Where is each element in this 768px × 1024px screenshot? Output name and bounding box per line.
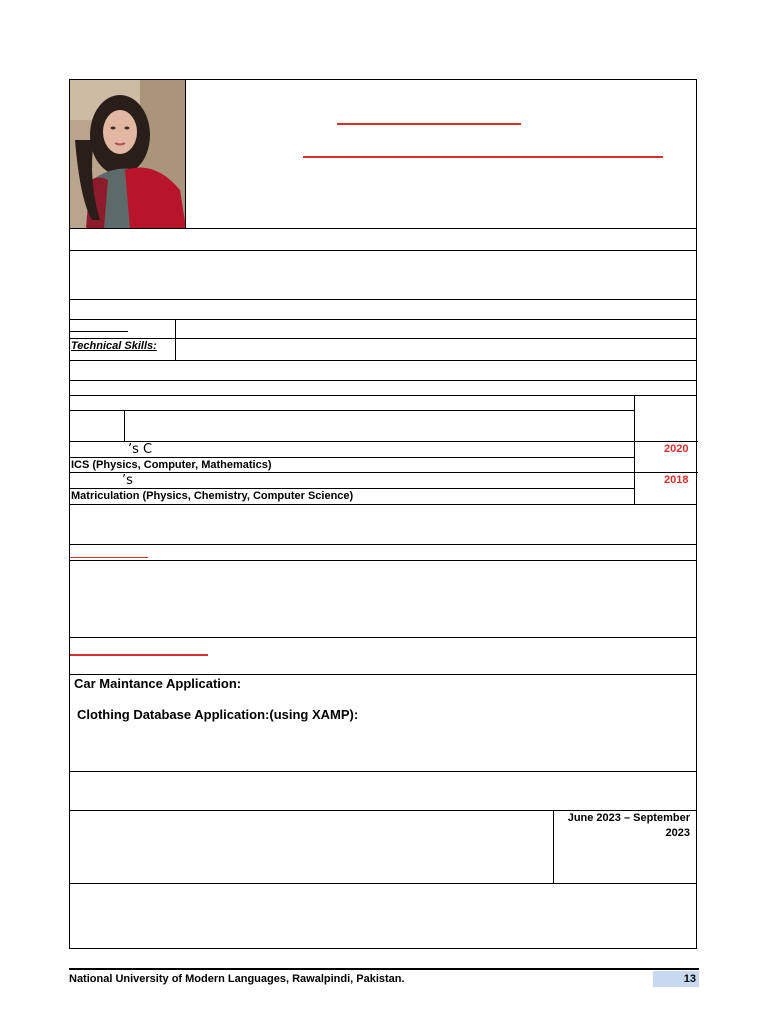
section-heading-underline [70,557,148,558]
education-row-line [70,441,698,442]
experience-date-column [553,810,554,883]
education-degree-1: ICS (Physics, Computer, Mathematics) [71,459,272,471]
education-institution-1: ’s C [128,442,153,457]
education-inner-column [124,410,125,441]
education-year-2: 2018 [664,474,689,486]
education-year-1: 2020 [664,443,689,455]
row-divider [70,674,696,675]
row-divider [70,395,696,396]
row-divider [70,338,696,339]
project-item-1: Car Maintance Application: [74,676,242,691]
profile-photo [70,80,186,228]
row-divider [70,810,696,811]
education-row-line [70,488,634,489]
education-row-line [70,472,698,473]
experience-date-line-1: June 2023 – September [567,812,690,824]
row-divider [70,560,696,561]
row-divider [70,380,696,381]
project-item-2: Clothing Database Application:(using XAMP): [77,707,359,722]
technical-skills-label: Technical Skills: [71,340,157,352]
footer-rule [69,968,699,970]
row-divider [70,228,696,229]
cv-document [69,79,697,949]
skills-label-underline [70,331,128,332]
row-divider [70,250,696,251]
education-header-line [70,410,634,411]
row-divider [70,299,696,300]
row-divider [70,883,696,884]
footer-institution: National University of Modern Languages, Rawalpindi, Pakistan. [69,973,405,985]
projects-heading-underline [70,654,208,656]
profile-photo-image [70,80,186,228]
name-underline [337,123,521,125]
education-institution-2: ’s [122,473,133,488]
row-divider [70,544,696,545]
page-number: 13 [653,971,699,987]
row-divider [70,637,696,638]
title-underline [303,156,663,158]
education-year-column [634,395,635,504]
experience-date-line-2: 2023 [665,827,690,839]
row-divider [70,771,696,772]
row-divider [70,319,696,320]
education-row-line [70,457,634,458]
row-divider [70,504,696,505]
education-degree-2: Matriculation (Physics, Chemistry, Computer Science) [71,490,354,502]
row-divider [70,360,696,361]
skills-column-divider [175,319,176,360]
